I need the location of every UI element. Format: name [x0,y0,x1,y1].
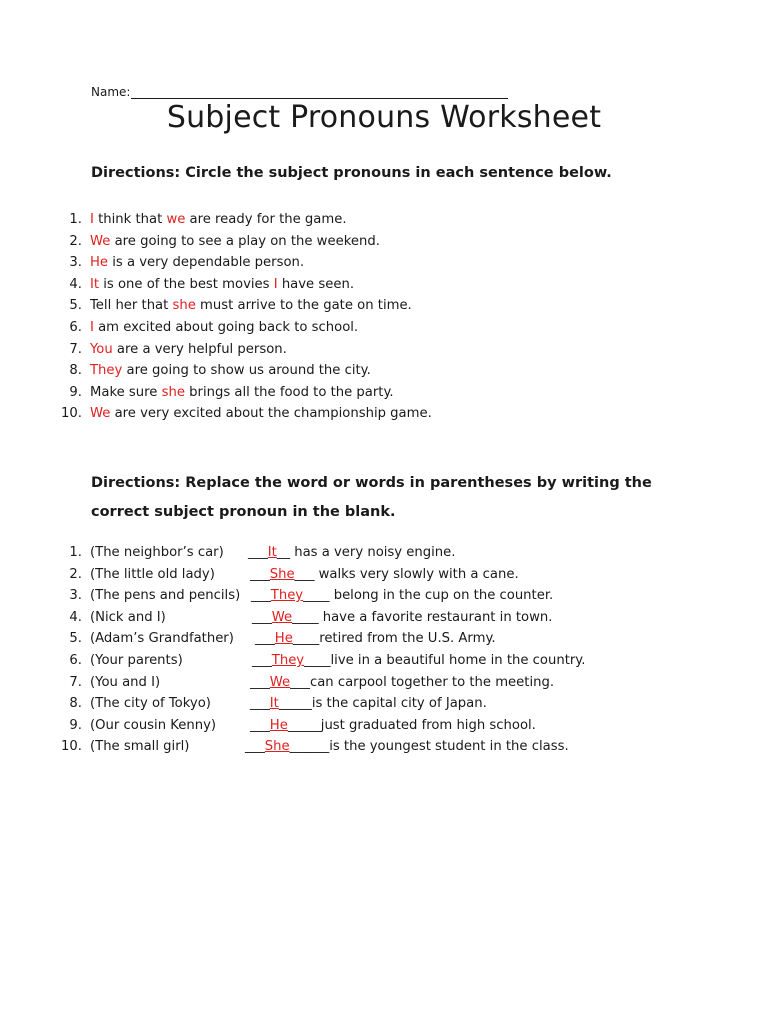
name-blank-line [131,84,508,99]
sentence-text: have seen. [277,276,355,292]
blank-line: ___ [251,588,271,604]
item-number: 3. [69,255,82,271]
sentence-remainder: ___can carpool together to the meeting. [290,674,555,690]
sentence-remainder: _____just graduated from high school. [287,717,536,733]
section2-list [0,544,768,760]
answer-blank [251,587,553,605]
item-number: 5. [69,631,82,647]
parenthetical-phrase: (You and I) [90,674,161,690]
sentence [90,319,358,337]
sentence-text: are going to show us around the city. [122,363,371,379]
sentence [90,405,432,423]
item-number: 7. [69,341,82,357]
list-item [0,695,768,717]
subject-pronoun: we [166,212,186,227]
list-item [0,405,768,427]
sentence [90,297,412,315]
item-number: 10. [61,739,82,755]
sentence-remainder: __ has a very noisy engine. [276,545,456,560]
list-item [0,319,768,341]
subject-pronoun: I [90,319,94,335]
parenthetical-phrase: (The neighbor’s car) [90,545,224,560]
answer-blank [252,652,585,670]
parenthetical-phrase: (Nick and I) [90,609,166,625]
sentence-remainder: ___ walks very slowly with a cane. [294,566,519,582]
sentence-text: are very excited about the championship game. [110,406,432,422]
answer-blank [248,544,455,562]
item-number: 1. [69,212,82,227]
answer-blank [250,695,487,713]
sentence-text: brings all the food to the party. [184,384,394,400]
sentence [90,211,347,229]
answer-pronoun: It [269,696,279,712]
list-item [0,233,768,255]
blank-line: ___ [250,717,270,733]
sentence-text: is one of the best movies [99,276,274,292]
answer-pronoun: We [271,609,293,625]
name-field [91,84,508,99]
blank-line: ___ [252,609,272,625]
parenthetical-phrase: (The small girl) [90,739,190,755]
subject-pronoun: It [90,276,100,292]
subject-pronoun: They [90,363,123,379]
answer-pronoun: She [264,739,290,755]
sentence-remainder: _____is the capital city of Japan. [278,696,487,712]
answer-pronoun: He [274,631,293,647]
list-item [0,587,768,609]
list-item [0,276,768,298]
name-label: Name: [91,85,131,99]
list-item [0,674,768,696]
sentence [90,233,380,251]
answer-blank [245,738,569,756]
answer-pronoun: They [270,588,304,604]
item-number: 4. [69,609,82,625]
item-number: 9. [69,384,82,400]
subject-pronoun: We [90,233,111,249]
item-number: 8. [69,696,82,712]
answer-pronoun: We [269,674,291,690]
sentence-text: Make sure [90,384,162,400]
item-number: 3. [69,588,82,604]
blank-line: ___ [255,631,275,647]
blank-line: ___ [252,652,272,668]
list-item [0,652,768,674]
section1-list [0,211,768,427]
list-item [0,297,768,319]
answer-pronoun: He [269,717,288,733]
item-number: 8. [69,363,82,379]
subject-pronoun: He [90,255,109,271]
sentence-text: are going to see a play on the weekend. [110,233,380,249]
item-number: 5. [69,298,82,314]
sentence-remainder: ____live in a beautiful home in the country. [304,652,586,668]
item-number: 6. [69,652,82,668]
sentence-text: is a very dependable person. [108,255,305,271]
sentence-text: Tell her that [90,298,173,314]
subject-pronoun: I [273,276,278,292]
item-number: 6. [69,319,82,335]
subject-pronoun: she [172,298,196,314]
sentence-remainder: ____ belong in the cup on the counter. [303,588,554,604]
section2-directions [91,469,671,527]
blank-line: ___ [245,739,265,755]
item-number: 10. [61,406,82,422]
sentence [90,254,304,272]
sentence-remainder: ____ have a favorite restaurant in town. [292,609,553,625]
blank-line: ___ [250,696,270,712]
list-item [0,341,768,363]
list-item [0,566,768,588]
list-item [0,717,768,739]
sentence [90,341,287,359]
sentence-text: am excited about going back to school. [93,319,359,335]
parenthetical-phrase: (Our cousin Kenny) [90,717,217,733]
parenthetical-phrase: (Adam’s Grandfather) [90,631,234,647]
sentence [90,384,394,402]
blank-line: ___ [248,545,268,560]
list-item [0,362,768,384]
directions-line: correct subject pronoun in the blank. [91,504,396,520]
subject-pronoun: You [90,341,113,357]
item-number: 2. [69,566,82,582]
sentence-text: must arrive to the gate on time. [195,298,412,314]
directions-line: Directions: Replace the word or words in parentheses by writing the [91,475,652,491]
answer-blank [250,674,554,692]
worksheet-title: Subject Pronouns Worksheet [166,100,602,135]
subject-pronoun: she [161,384,185,400]
answer-blank [250,717,536,735]
list-item [0,738,768,760]
blank-line: ___ [250,674,270,690]
list-item [0,609,768,631]
sentence-remainder: ____retired from the U.S. Army. [292,631,496,647]
item-number: 9. [69,717,82,733]
subject-pronoun: I [90,212,94,227]
list-item [0,254,768,276]
blank-line: ___ [250,566,270,582]
answer-blank [255,630,496,648]
item-number: 1. [69,545,82,560]
answer-pronoun: It [267,545,277,560]
sentence-text: are a very helpful person. [112,341,287,357]
item-number: 4. [69,276,82,292]
sentence-text: are ready for the game. [185,212,347,227]
list-item [0,630,768,652]
parenthetical-phrase: (The city of Tokyo) [90,696,211,712]
subject-pronoun: We [90,406,111,422]
sentence [90,362,371,380]
answer-blank [250,566,519,584]
sentence-text: think that [93,212,167,227]
sentence [90,276,354,294]
list-item [0,211,768,233]
answer-pronoun: They [271,652,305,668]
list-item [0,384,768,406]
answer-blank [252,609,552,627]
list-item [0,544,768,566]
parenthetical-phrase: (Your parents) [90,652,183,668]
item-number: 2. [69,233,82,249]
answer-pronoun: She [269,566,295,582]
section1-directions: Directions: Circle the subject pronouns in each sentence below. [91,165,612,181]
parenthetical-phrase: (The little old lady) [90,566,215,582]
item-number: 7. [69,674,82,690]
parenthetical-phrase: (The pens and pencils) [90,588,241,604]
sentence-remainder: ______is the youngest student in the class. [289,739,569,755]
